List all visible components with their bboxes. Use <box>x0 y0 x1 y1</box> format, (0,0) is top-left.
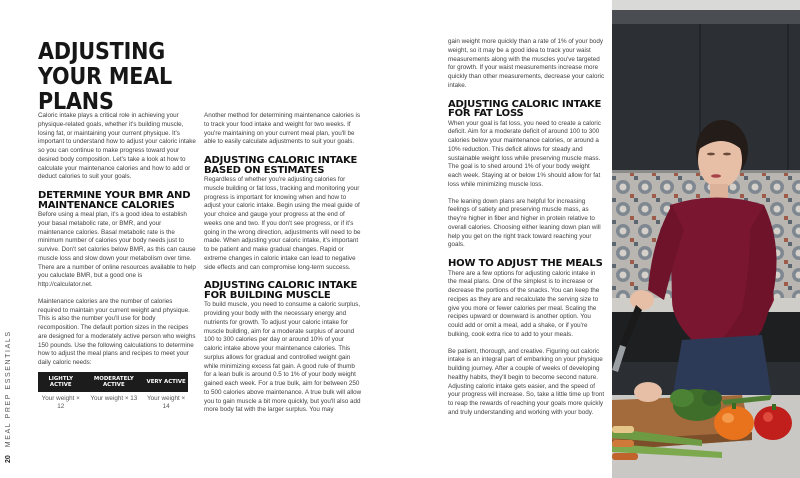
muscle-paragraph: To build muscle, you need to consume a caloric surplus, providing your body with the necessary energy and nutrients for growth. To adjust your caloric intake for muscle building, aim for a moderate surplus of around 100 to 300 calories per day or around 10% of your caloric intake above your maintenance calories. This surplus allows for gradual and controlled weight gain while minimizing excess fat gain. A good rule of thumb for a lean bulk is around 0.5 to 1% of your body weight gained each week. For a true bulk, aim for between 250 to 500 calories above maintenance. A true bulk will allow you to gain muscle a bit more quickly, but you'll also add more body fat with the larger surplus. You may <box>204 301 362 414</box>
page-number: 20 <box>5 455 12 463</box>
heading-bmr: DETERMINE YOUR BMR AND MAINTENANCE CALORIES <box>38 190 191 211</box>
table-header-very-active: VERY ACTIVE <box>144 372 188 392</box>
table-cell-lightly: Your weight × 12 <box>41 394 80 411</box>
text-column-3 <box>448 38 605 426</box>
table-row <box>38 392 188 412</box>
closing-paragraph: Be patient, thorough, and creative. Figuring out caloric intake is an integral part of embarking on your physique building journey. After a couple of weeks of developing healthy habits, they'll begin to become second nature. Adjusting caloric intake gets easier, and the speed of your progress will increase. So, take a little time up front to reap the rewards of reaching your goals more quickly and truly understanding and working with your body. <box>448 347 605 416</box>
heading-estimates: ADJUSTING CALORIC INTAKE BASED ON ESTIMATES <box>204 155 358 176</box>
section-label: MEAL PREP ESSENTIALS <box>5 330 12 448</box>
heading-fat-loss: ADJUSTING CALORIC INTAKE FOR FAT LOSS <box>448 98 602 119</box>
adjust-paragraph: There are a few options for adjusting caloric intake in the meal plans. One of the simplest is to increase or decrease the portions of the snacks. You can keep the recipes as they are and recalculate the serving size to give you more or fewer calories per meal. Scaling the recipes upward or downward is another option. You could add or omit a meal, add a shake, or if you're bulking, cook extra rice to add to your meals. <box>448 269 600 338</box>
kitchen-photo <box>612 0 800 478</box>
heading-building-muscle: ADJUSTING CALORIC INTAKE FOR BUILDING MUSCLE <box>204 280 358 301</box>
leaning-paragraph: The leaning down plans are helpful for increasing feelings of satiety and preserving muscle mass, as they're higher in fiber and higher in protein relative to overall calories. Choosing either leaning down plan will help you get on the right track toward reaching your goals. <box>448 197 601 249</box>
woman-chopping-vegetables-image <box>612 0 800 478</box>
table-header-moderately-active: MODERATELY ACTIVE <box>83 372 144 392</box>
continued-paragraph: gain weight more quickly than a rate of 1% of your body weight, so it may be a good idea to track your waist measurements along with the muscles you've targeted for growth. If your waist measurements increase more quickly than other measurements, decrease your caloric intake. <box>448 38 605 89</box>
fat-loss-paragraph: When your goal is fat loss, you need to create a caloric deficit. Aim for a moderate deficit of around 100 to 300 calories below your maintenance calories, or around a 10% reduction. This deficit allows for steady and sustainable weight loss while preserving muscle mass. The goal is to shed around 1% of your body weight each week. Staying at or below 1% should allow for fat loss while minimizing muscle loss. <box>448 119 601 188</box>
tracking-paragraph: Another method for determining maintenance calories is to track your food intake and weight for two weeks. If you're maintaining on your current meal plan, you'll be able to easily calculate adjustments to suit your goals. <box>204 112 361 146</box>
page-title: ADJUSTING YOUR MEAL PLANS <box>38 37 173 115</box>
heading-adjust-meals: HOW TO ADJUST THE MEALS <box>448 258 603 269</box>
text-column-1 <box>38 112 196 412</box>
text-column-2 <box>204 112 362 423</box>
table-cell-moderately: Your weight × 13 <box>90 394 138 402</box>
activity-multiplier-table <box>38 372 188 412</box>
bmr-paragraph: Before using a meal plan, it's a good idea to establish your basal metabolic rate, or BMR, and your maintenance calories. Basal metabolic rate is the minimum number of calories your body needs just to survive. Don't set calories below BMR, as this can cause muscle loss and slow down your metabolism over time. There are a number of online resources available to help you caluclate BMR, but a good one is http://calculator.net. <box>38 211 196 288</box>
table-header-lightly-active: LIGHTLY ACTIVE <box>38 372 83 392</box>
estimates-paragraph: Regardless of whether you're adjusting calories for muscle building or fat loss, tracking and monitoring your progress is important for knowing when and how to adjust your caloric intake. Begin using the meal guide of your choice and gauge your progress at the end of weeks one and two. If you don't see progress, or if it's going in the wrong direction, adjustments will need to be made. When adjusting your caloric intake, it's important to be patient and make gradual changes. Rapid or extreme changes in caloric intake can lead to negative side effects and can compromise long-term success. <box>204 176 361 271</box>
running-footer <box>5 330 12 463</box>
maintenance-paragraph: Maintenance calories are the number of calories required to maintain your current weight and physique. This is also the number you'll use for body recomposition. The default portion sizes in the recipes are designed for a moderately active person who weighs 150 pounds. Use the following calculations to determine how to adjust the meal plans and recipes to meet your daily caloric needs: <box>38 297 196 366</box>
intro-paragraph: Caloric intake plays a critical role in achieving your physique-related goals, whether it's building muscle, losing fat, or maintaining your current physique. It's important to understand how to adjust your caloric intake so you can continue to make progress toward your desired body composition. Let's take a look at how to calculate your maintenance calories and how to add or deduct calories to suit your goals. <box>38 112 196 181</box>
table-cell-very: Your weight × 14 <box>147 394 186 411</box>
